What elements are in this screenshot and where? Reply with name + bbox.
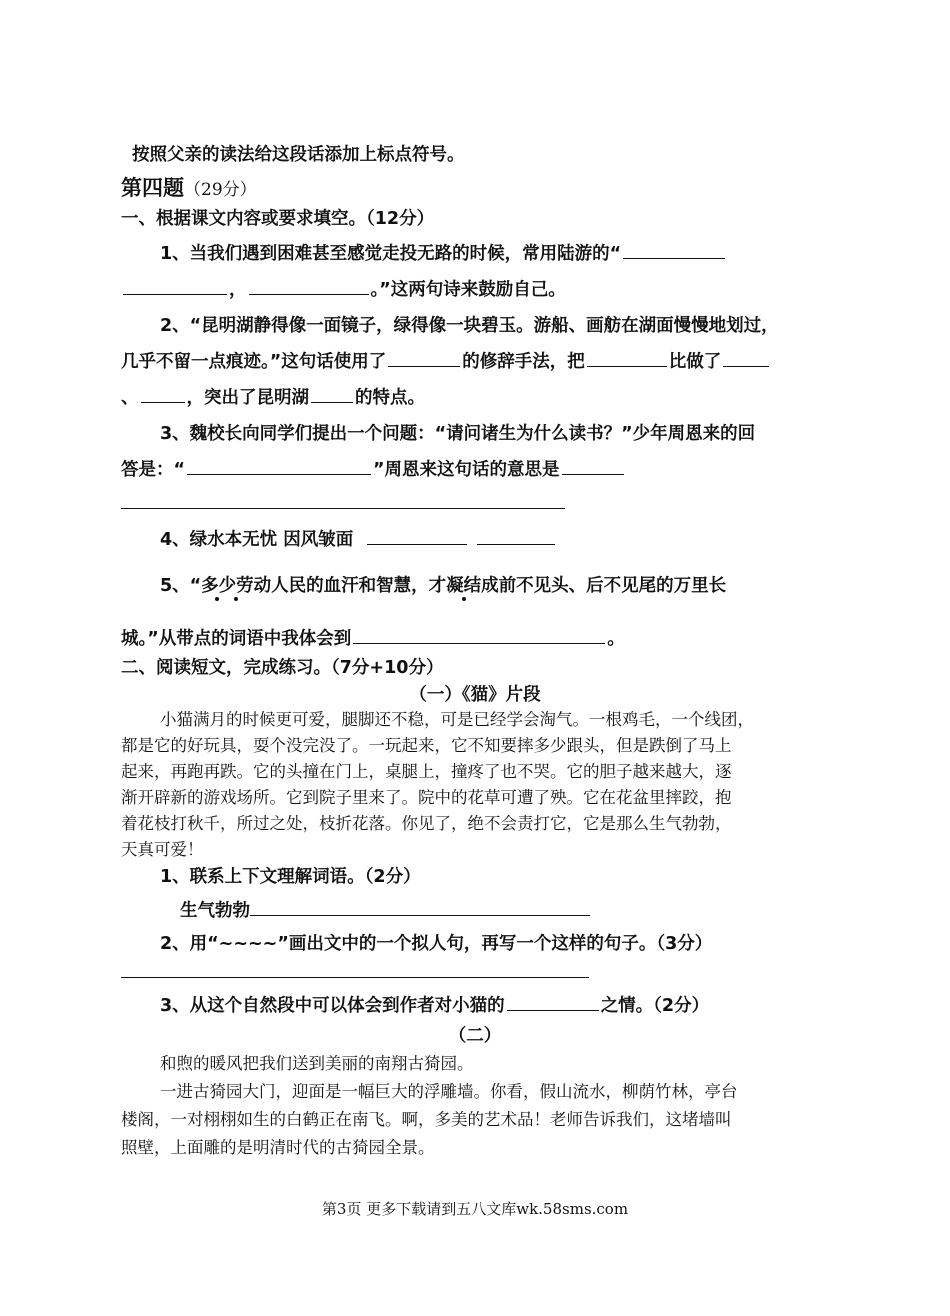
p1-q1-term: 生气勃勃 <box>180 901 250 921</box>
q2-blank-1[interactable] <box>388 350 460 367</box>
p1-q1-blank[interactable] <box>250 899 590 916</box>
part1-heading: 一、根据课文内容或要求填空。（12分） <box>121 209 435 229</box>
q5-line1: 5、“多少劳动人民的血汗和智慧，才凝结成前不见头、后不见尾的万里长 <box>160 576 727 596</box>
q3-line1: 3、魏校长向同学们提出一个问题：“请问诸生为什么读书？”少年周恩来的回 <box>160 424 756 444</box>
q1-line2 <box>121 276 566 301</box>
passage2-line: 和煦的暖风把我们送到美丽的南翔古猗园。 <box>160 1054 474 1073</box>
q1-text-a: 1、当我们遇到困难甚至感觉走投无路的时候，常用陆游的“ <box>160 244 622 264</box>
q5-text-b2: 。 <box>607 629 625 649</box>
page-footer: 第3页 更多下载请到五八文库wk.58sms.com <box>321 1200 629 1218</box>
q2-line1: 2、“昆明湖静得像一面镜子，绿得像一块碧玉。游船、画舫在湖面慢慢地划过， <box>160 316 779 336</box>
q3-blank-1[interactable] <box>187 458 371 475</box>
passage1-line: 着花枝打秋千，所过之处，枝折花落。你见了，绝不会责打它，它是那么生气勃勃， <box>121 814 732 833</box>
q2-text-c3: 的特点。 <box>355 388 425 408</box>
q2-text-c1: 、 <box>121 388 139 408</box>
q5-blank[interactable] <box>353 627 605 644</box>
passage1-line: 天真可爱！ <box>121 840 204 859</box>
emphasis-dot <box>234 597 238 601</box>
section4-points: （29分） <box>184 180 257 200</box>
q5-line2 <box>121 625 625 650</box>
emphasis-dot <box>462 597 466 601</box>
p1-q2-line: 2、用“~~~~”画出文中的一个拟人句，再写一个这样的句子。（3分） <box>160 934 713 954</box>
q4-line <box>160 526 557 551</box>
q3-line2 <box>121 456 626 481</box>
q1-text-c: 。”这两句诗来鼓励自己。 <box>370 280 566 300</box>
q3-text-b2: ”周恩来这句话的意思是 <box>373 460 560 480</box>
intro-line: 按照父亲的读法给这段话添加上标点符号。 <box>132 145 465 165</box>
p1-q3-line <box>160 992 709 1017</box>
q3-answer-line[interactable] <box>121 508 565 509</box>
p1-q1-term-line <box>180 897 592 922</box>
passage1-line: 渐开辟新的游戏场所。它到院子里来了。院中的花草可遭了殃。它在花盆里摔跤，抱 <box>121 788 732 807</box>
q4-blank-1[interactable] <box>367 528 467 545</box>
q2-blank-5[interactable] <box>311 386 353 403</box>
q1-blank-1[interactable] <box>623 242 725 259</box>
q4-blank-2[interactable] <box>477 528 555 545</box>
p1-q3-text-b: 之情。（2分） <box>600 996 710 1016</box>
q2-blank-2[interactable] <box>587 350 667 367</box>
passage2-line: 照壁，上面雕的是明清时代的古猗园全景。 <box>121 1138 435 1157</box>
q1-line1 <box>160 240 727 265</box>
section4-heading <box>121 172 257 202</box>
q2-line2 <box>121 348 771 373</box>
q3-text-b1: 答是：“ <box>121 460 186 480</box>
q1-blank-3[interactable] <box>249 278 369 295</box>
q3-blank-2[interactable] <box>562 458 624 475</box>
q4-text: 4、绿水本无忧 因风皱面 <box>160 530 354 550</box>
passage2-title: （二） <box>448 1026 502 1046</box>
q2-text-b3: 比做了 <box>668 352 722 372</box>
q1-text-b: ， <box>229 280 247 300</box>
q2-text-b2: 的修辞手法，把 <box>462 352 585 372</box>
emphasis-dot <box>215 597 219 601</box>
q2-line3 <box>121 384 425 409</box>
q2-text-b1: 几乎不留一点痕迹。”这句话使用了 <box>121 352 387 372</box>
passage1-line: 小猫满月的时候更可爱，腿脚还不稳，可是已经学会淘气。一根鸡毛，一个线团， <box>160 710 754 729</box>
section4-title: 第四题 <box>121 176 184 200</box>
passage1-line: 起来，再跑再跌。它的头撞在门上，桌腿上，撞疼了也不哭。它的胆子越来越大，逐 <box>121 762 732 781</box>
p1-q2-answer-line[interactable] <box>121 977 589 978</box>
p1-q3-blank[interactable] <box>507 994 599 1011</box>
p1-q1-line: 1、联系上下文理解词语。（2分） <box>160 867 421 887</box>
q1-blank-2[interactable] <box>123 278 227 295</box>
q2-text-c2: ，突出了昆明湖 <box>186 388 309 408</box>
passage2-line: 楼阁，一对栩栩如生的白鹤正在南飞。啊，多美的艺术品！老师告诉我们，这堵墙叫 <box>121 1110 732 1129</box>
passage1-title: （一）《猫》片段 <box>409 685 541 705</box>
passage2-line: 一进古猗园大门，迎面是一幅巨大的浮雕墙。你看，假山流水，柳荫竹林，亭台 <box>160 1082 738 1101</box>
q2-blank-4[interactable] <box>141 386 185 403</box>
p1-q3-text-a: 3、从这个自然段中可以体会到作者对小猫的 <box>160 996 505 1016</box>
q5-text-b1: 城。”从带点的词语中我体会到 <box>121 629 352 649</box>
part2-heading: 二、阅读短文，完成练习。（7分+10分） <box>121 658 444 678</box>
passage1-line: 都是它的好玩具，耍个没完没了。一玩起来，它不知要摔多少跟头，但是跌倒了马上 <box>121 736 732 755</box>
q2-blank-3[interactable] <box>723 350 769 367</box>
